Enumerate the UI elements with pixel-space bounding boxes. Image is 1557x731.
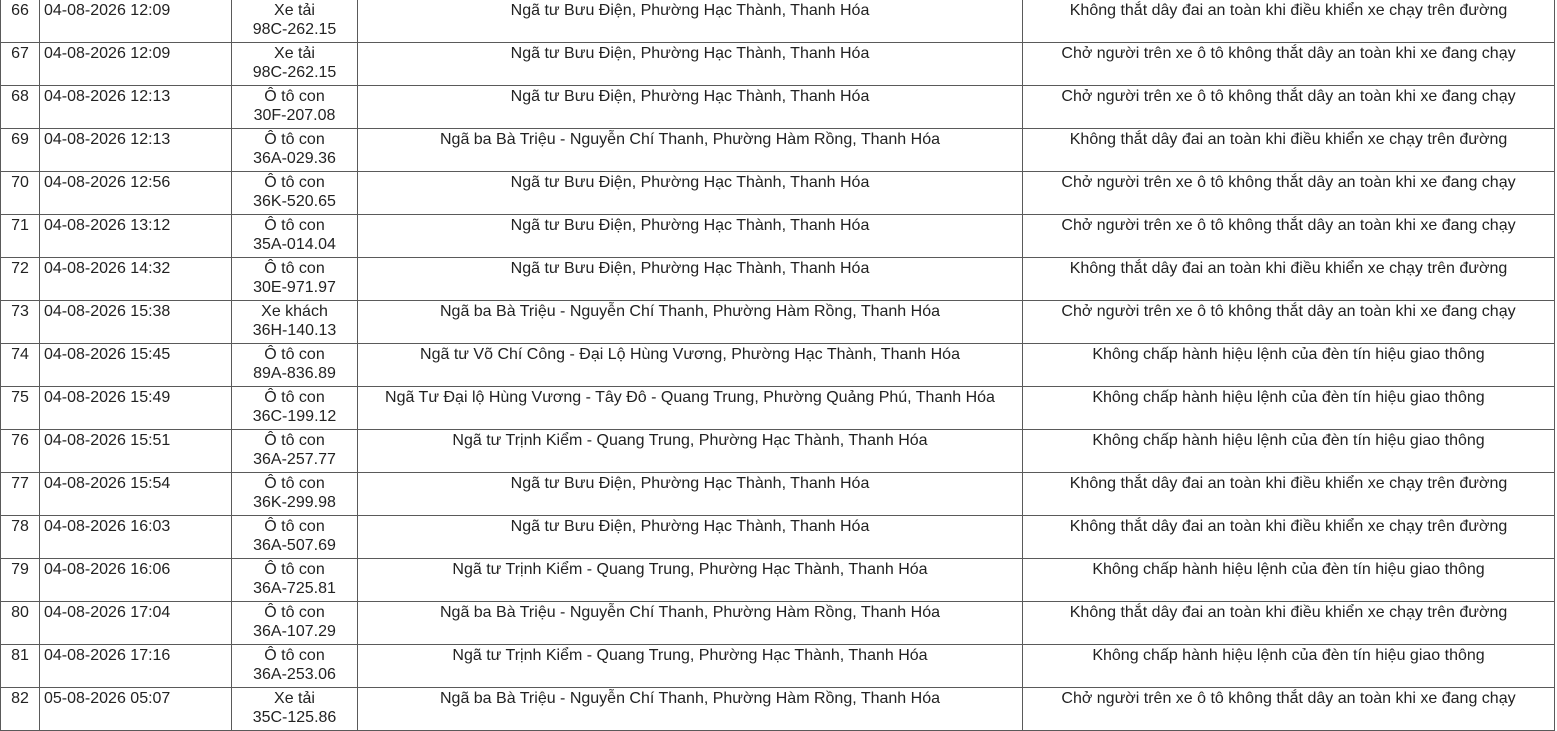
timestamp-cell: 04-08-2026 12:13 (40, 86, 232, 129)
license-plate: 35C-125.86 (252, 709, 337, 726)
violation-cell: Không thắt dây đai an toàn khi điều khiển xe chạy trên đường (1023, 0, 1555, 43)
license-plate: 98C-262.15 (252, 21, 337, 38)
vehicle-cell (232, 473, 358, 516)
vehicle-cell (232, 43, 358, 86)
row-number-cell: 72 (1, 258, 40, 301)
timestamp-cell: 04-08-2026 12:56 (40, 172, 232, 215)
vehicle-cell (232, 215, 358, 258)
location-cell: Ngã tư Bưu Điện, Phường Hạc Thành, Thanh Hóa (358, 473, 1023, 516)
row-number-cell: 69 (1, 129, 40, 172)
vehicle-type: Ô tô con (264, 561, 325, 578)
table-row (1, 258, 1555, 301)
location-cell: Ngã tư Võ Chí Công - Đại Lộ Hùng Vương, Phường Hạc Thành, Thanh Hóa (358, 344, 1023, 387)
vehicle-type: Ô tô con (264, 604, 325, 621)
vehicle-type: Ô tô con (264, 518, 325, 535)
table-row (1, 387, 1555, 430)
table-row (1, 215, 1555, 258)
row-number-cell: 70 (1, 172, 40, 215)
vehicle-type: Xe tải (274, 45, 315, 62)
vehicle-cell (232, 258, 358, 301)
vehicle-cell (232, 0, 358, 43)
vehicle-type: Ô tô con (264, 174, 325, 191)
row-number-cell: 66 (1, 0, 40, 43)
location-cell: Ngã ba Bà Triệu - Nguyễn Chí Thanh, Phường Hàm Rồng, Thanh Hóa (358, 129, 1023, 172)
table-row (1, 473, 1555, 516)
vehicle-type: Ô tô con (264, 88, 325, 105)
vehicle-cell (232, 301, 358, 344)
vehicle-type: Ô tô con (264, 475, 325, 492)
location-cell: Ngã tư Trịnh Kiểm - Quang Trung, Phường Hạc Thành, Thanh Hóa (358, 559, 1023, 602)
location-cell: Ngã tư Bưu Điện, Phường Hạc Thành, Thanh Hóa (358, 43, 1023, 86)
violations-table-body (1, 0, 1555, 731)
location-cell: Ngã ba Bà Triệu - Nguyễn Chí Thanh, Phường Hàm Rồng, Thanh Hóa (358, 301, 1023, 344)
row-number-cell: 71 (1, 215, 40, 258)
location-cell: Ngã tư Bưu Điện, Phường Hạc Thành, Thanh Hóa (358, 258, 1023, 301)
license-plate: 35A-014.04 (253, 236, 336, 253)
location-cell: Ngã tư Bưu Điện, Phường Hạc Thành, Thanh Hóa (358, 172, 1023, 215)
table-row (1, 43, 1555, 86)
table-row (1, 602, 1555, 645)
table-row (1, 430, 1555, 473)
location-cell: Ngã tư Trịnh Kiểm - Quang Trung, Phường Hạc Thành, Thanh Hóa (358, 645, 1023, 688)
table-row (1, 172, 1555, 215)
violation-cell: Chở người trên xe ô tô không thắt dây an toàn khi xe đang chạy (1023, 301, 1555, 344)
vehicle-cell (232, 516, 358, 559)
timestamp-cell: 05-08-2026 05:07 (40, 688, 232, 731)
timestamp-cell: 04-08-2026 15:45 (40, 344, 232, 387)
violation-cell: Chở người trên xe ô tô không thắt dây an toàn khi xe đang chạy (1023, 172, 1555, 215)
license-plate: 30F-207.08 (253, 107, 336, 124)
vehicle-cell (232, 602, 358, 645)
license-plate: 98C-262.15 (252, 64, 337, 81)
timestamp-cell: 04-08-2026 15:38 (40, 301, 232, 344)
violation-cell: Không thắt dây đai an toàn khi điều khiển xe chạy trên đường (1023, 129, 1555, 172)
location-cell: Ngã ba Bà Triệu - Nguyễn Chí Thanh, Phường Hàm Rồng, Thanh Hóa (358, 602, 1023, 645)
violation-cell: Chở người trên xe ô tô không thắt dây an toàn khi xe đang chạy (1023, 43, 1555, 86)
vehicle-cell (232, 344, 358, 387)
table-row (1, 645, 1555, 688)
table-row (1, 0, 1555, 43)
timestamp-cell: 04-08-2026 13:12 (40, 215, 232, 258)
vehicle-type: Xe khách (261, 303, 328, 320)
row-number-cell: 74 (1, 344, 40, 387)
table-row (1, 516, 1555, 559)
row-number-cell: 68 (1, 86, 40, 129)
license-plate: 36A-257.77 (253, 451, 336, 468)
license-plate: 36A-725.81 (253, 580, 336, 597)
timestamp-cell: 04-08-2026 15:51 (40, 430, 232, 473)
row-number-cell: 78 (1, 516, 40, 559)
row-number-cell: 82 (1, 688, 40, 731)
row-number-cell: 73 (1, 301, 40, 344)
location-cell: Ngã tư Bưu Điện, Phường Hạc Thành, Thanh Hóa (358, 86, 1023, 129)
license-plate: 36H-140.13 (252, 322, 337, 339)
vehicle-type: Ô tô con (264, 131, 325, 148)
timestamp-cell: 04-08-2026 17:16 (40, 645, 232, 688)
timestamp-cell: 04-08-2026 12:13 (40, 129, 232, 172)
vehicle-cell (232, 559, 358, 602)
table-row (1, 344, 1555, 387)
vehicle-type: Ô tô con (264, 389, 325, 406)
vehicle-cell (232, 645, 358, 688)
table-row (1, 129, 1555, 172)
table-row (1, 559, 1555, 602)
row-number-cell: 67 (1, 43, 40, 86)
timestamp-cell: 04-08-2026 12:09 (40, 0, 232, 43)
license-plate: 36A-029.36 (253, 150, 336, 167)
timestamp-cell: 04-08-2026 17:04 (40, 602, 232, 645)
location-cell: Ngã tư Bưu Điện, Phường Hạc Thành, Thanh Hóa (358, 215, 1023, 258)
timestamp-cell: 04-08-2026 16:03 (40, 516, 232, 559)
vehicle-type: Ô tô con (264, 432, 325, 449)
violation-cell: Không chấp hành hiệu lệnh của đèn tín hiệu giao thông (1023, 387, 1555, 430)
violation-cell: Chở người trên xe ô tô không thắt dây an toàn khi xe đang chạy (1023, 688, 1555, 731)
violation-cell: Không thắt dây đai an toàn khi điều khiển xe chạy trên đường (1023, 473, 1555, 516)
license-plate: 36K-520.65 (253, 193, 336, 210)
violation-cell: Không chấp hành hiệu lệnh của đèn tín hiệu giao thông (1023, 645, 1555, 688)
row-number-cell: 79 (1, 559, 40, 602)
vehicle-type: Ô tô con (264, 346, 325, 363)
table-row (1, 301, 1555, 344)
location-cell: Ngã tư Bưu Điện, Phường Hạc Thành, Thanh Hóa (358, 516, 1023, 559)
license-plate: 36A-253.06 (253, 666, 336, 683)
timestamp-cell: 04-08-2026 15:54 (40, 473, 232, 516)
license-plate: 36A-507.69 (253, 537, 336, 554)
violation-cell: Chở người trên xe ô tô không thắt dây an toàn khi xe đang chạy (1023, 86, 1555, 129)
license-plate: 36A-107.29 (253, 623, 336, 640)
violation-cell: Chở người trên xe ô tô không thắt dây an toàn khi xe đang chạy (1023, 215, 1555, 258)
table-row (1, 688, 1555, 731)
vehicle-cell (232, 172, 358, 215)
timestamp-cell: 04-08-2026 12:09 (40, 43, 232, 86)
vehicle-cell (232, 86, 358, 129)
vehicle-type: Ô tô con (264, 647, 325, 664)
row-number-cell: 76 (1, 430, 40, 473)
license-plate: 36C-199.12 (252, 408, 337, 425)
timestamp-cell: 04-08-2026 16:06 (40, 559, 232, 602)
violation-cell: Không chấp hành hiệu lệnh của đèn tín hiệu giao thông (1023, 344, 1555, 387)
row-number-cell: 81 (1, 645, 40, 688)
row-number-cell: 77 (1, 473, 40, 516)
location-cell: Ngã tư Bưu Điện, Phường Hạc Thành, Thanh Hóa (358, 0, 1023, 43)
vehicle-cell (232, 387, 358, 430)
location-cell: Ngã tư Trịnh Kiểm - Quang Trung, Phường Hạc Thành, Thanh Hóa (358, 430, 1023, 473)
vehicle-cell (232, 129, 358, 172)
violation-cell: Không thắt dây đai an toàn khi điều khiển xe chạy trên đường (1023, 602, 1555, 645)
license-plate: 36K-299.98 (253, 494, 336, 511)
violation-cell: Không thắt dây đai an toàn khi điều khiển xe chạy trên đường (1023, 258, 1555, 301)
license-plate: 30E-971.97 (253, 279, 336, 296)
license-plate: 89A-836.89 (253, 365, 336, 382)
row-number-cell: 75 (1, 387, 40, 430)
timestamp-cell: 04-08-2026 15:49 (40, 387, 232, 430)
vehicle-type: Ô tô con (264, 260, 325, 277)
table-row (1, 86, 1555, 129)
timestamp-cell: 04-08-2026 14:32 (40, 258, 232, 301)
violation-cell: Không thắt dây đai an toàn khi điều khiển xe chạy trên đường (1023, 516, 1555, 559)
violation-cell: Không chấp hành hiệu lệnh của đèn tín hiệu giao thông (1023, 430, 1555, 473)
vehicle-cell (232, 430, 358, 473)
vehicle-cell (232, 688, 358, 731)
row-number-cell: 80 (1, 602, 40, 645)
location-cell: Ngã ba Bà Triệu - Nguyễn Chí Thanh, Phường Hàm Rồng, Thanh Hóa (358, 688, 1023, 731)
vehicle-type: Xe tải (274, 690, 315, 707)
vehicle-type: Xe tải (274, 2, 315, 19)
violation-cell: Không chấp hành hiệu lệnh của đèn tín hiệu giao thông (1023, 559, 1555, 602)
location-cell: Ngã Tư Đại lộ Hùng Vương - Tây Đô - Quang Trung, Phường Quảng Phú, Thanh Hóa (358, 387, 1023, 430)
vehicle-type: Ô tô con (264, 217, 325, 234)
